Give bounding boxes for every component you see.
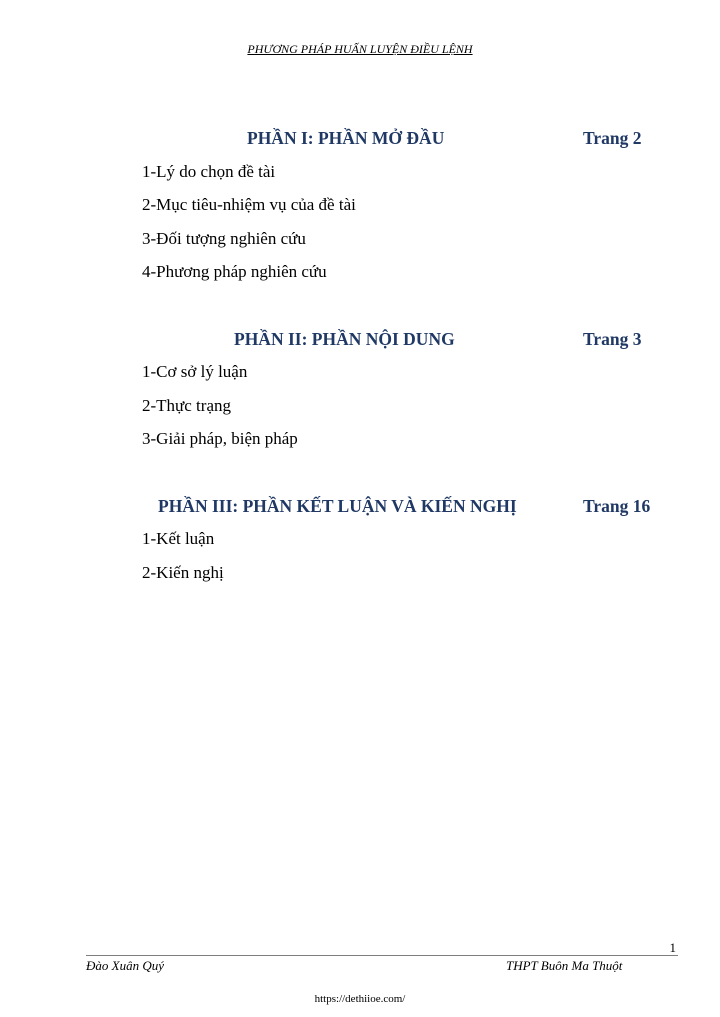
footer-author: Đào Xuân Quý — [86, 958, 164, 973]
section-2-item-2: 2-Thực trạng — [142, 396, 231, 415]
section-2-item-1: 1-Cơ sở lý luận — [142, 362, 248, 381]
section-1-item-3: 3-Đối tượng nghiên cứu — [142, 229, 306, 248]
footer-divider — [86, 955, 678, 956]
section-3-item-1: 1-Kết luận — [142, 529, 215, 548]
section-1-page: Trang 2 — [583, 128, 642, 148]
footer-school: THPT Buôn Ma Thuột — [506, 958, 623, 973]
section-2-page: Trang 3 — [583, 329, 642, 349]
section-1-title: PHẦN I: PHẦN MỞ ĐẦU — [247, 128, 445, 148]
page-number: 1 — [669, 940, 676, 955]
page-header: PHƯƠNG PHÁP HUẤN LUYỆN ĐIỀU LỆNH — [247, 42, 473, 56]
source-url[interactable]: https://dethiioe.com/ — [314, 993, 406, 1005]
section-2-item-3: 3-Giải pháp, biện pháp — [142, 429, 298, 448]
section-1-item-2: 2-Mục tiêu-nhiệm vụ của đề tài — [142, 195, 356, 214]
section-3-item-2: 2-Kiến nghị — [142, 563, 224, 582]
section-2-title: PHẦN II: PHẦN NỘI DUNG — [234, 329, 455, 349]
section-1-item-4: 4-Phương pháp nghiên cứu — [142, 262, 327, 281]
section-1-item-1: 1-Lý do chọn đề tài — [142, 162, 276, 181]
section-3-title: PHẦN III: PHẦN KẾT LUẬN VÀ KIẾN NGHỊ — [158, 496, 517, 516]
section-3-page: Trang 16 — [583, 496, 651, 516]
